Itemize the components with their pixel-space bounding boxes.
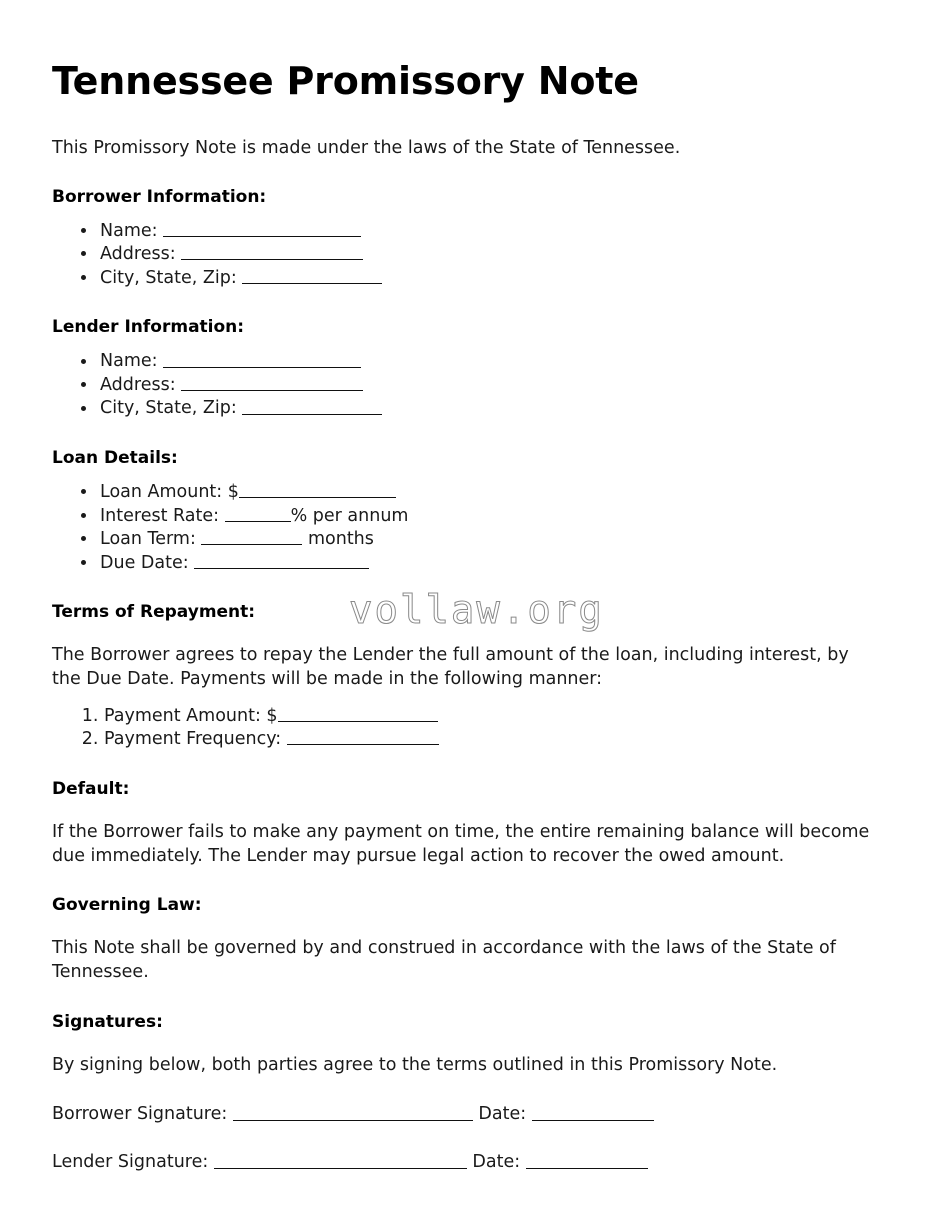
list-item [98, 374, 891, 398]
field-label: Loan Term: [100, 529, 202, 550]
blank-line[interactable] [201, 528, 302, 545]
date-blank-line[interactable] [532, 1104, 654, 1121]
terms-of-repayment-list [52, 705, 891, 752]
terms-of-repayment-heading: Terms of Repayment: [52, 602, 256, 623]
list-item [98, 267, 891, 291]
field-suffix: % per annum [290, 505, 409, 526]
list-item [104, 705, 891, 729]
loan-details-heading: Loan Details: [52, 448, 178, 469]
governing-law-paragraph: This Note shall be governed by and construed in accordance with the laws of the State of Tennessee. [52, 938, 836, 983]
intro-paragraph: This Promissory Note is made under the laws of the State of Tennessee. [52, 137, 681, 158]
list-item [98, 243, 891, 267]
borrower-information-heading: Borrower Information: [52, 186, 267, 207]
list-item [98, 220, 891, 244]
signatures-heading: Signatures: [52, 1011, 163, 1032]
date-blank-line[interactable] [526, 1152, 648, 1169]
list-item [98, 481, 891, 505]
field-label: City, State, Zip: [100, 267, 237, 288]
blank-line[interactable] [239, 481, 396, 498]
list-item [98, 552, 891, 576]
field-label: Loan Amount: $ [100, 482, 239, 503]
field-label: Address: [100, 244, 176, 265]
field-label: Payment Frequency: [104, 729, 287, 750]
field-label: Interest Rate: [100, 505, 225, 526]
blank-line[interactable] [278, 705, 438, 722]
field-label: Due Date: [100, 552, 195, 573]
lender-signature-line [52, 1151, 891, 1175]
field-label: Name: [100, 220, 158, 241]
blank-line[interactable] [163, 220, 361, 237]
signatures-paragraph: By signing below, both parties agree to the terms outlined in this Promissory Note. [52, 1054, 778, 1075]
governing-law-heading: Governing Law: [52, 895, 202, 916]
blank-line[interactable] [287, 728, 439, 745]
lender-information-heading: Lender Information: [52, 317, 245, 338]
terms-of-repayment-paragraph: The Borrower agrees to repay the Lender the full amount of the loan, including interest, by the Due Date. Payments will be made in the following manner: [52, 645, 849, 689]
blank-line[interactable] [181, 374, 363, 391]
blank-line[interactable] [242, 397, 382, 414]
field-suffix: months [302, 529, 374, 550]
signature-blank-line[interactable] [214, 1152, 467, 1169]
field-label: City, State, Zip: [100, 398, 237, 419]
list-item [104, 728, 891, 752]
page-title: Tennessee Promissory Note [52, 59, 639, 103]
blank-line[interactable] [181, 243, 363, 260]
list-item [98, 350, 891, 374]
field-label: Name: [100, 351, 158, 372]
blank-line[interactable] [225, 505, 291, 522]
lender-information-list [52, 350, 891, 421]
signature-label: Lender Signature: [52, 1152, 214, 1173]
list-item [98, 505, 891, 529]
default-paragraph: If the Borrower fails to make any payment on time, the entire remaining balance will become due immediately. The Lender may pursue legal action to recover the owed amount. [52, 821, 870, 866]
watermark: vollaw.org [349, 588, 604, 633]
list-item [98, 397, 891, 421]
loan-details-list [52, 481, 891, 575]
field-label: Payment Amount: $ [104, 705, 278, 726]
signature-blank-line[interactable] [233, 1104, 473, 1121]
field-label: Address: [100, 375, 176, 396]
borrower-signature-line [52, 1103, 891, 1127]
borrower-information-list [52, 220, 891, 291]
blank-line[interactable] [163, 350, 361, 367]
date-label: Date: [466, 1152, 526, 1173]
list-item [98, 528, 891, 552]
blank-line[interactable] [242, 267, 382, 284]
default-heading: Default: [52, 778, 130, 799]
signature-label: Borrower Signature: [52, 1103, 233, 1124]
date-label: Date: [472, 1103, 532, 1124]
blank-line[interactable] [194, 552, 369, 569]
